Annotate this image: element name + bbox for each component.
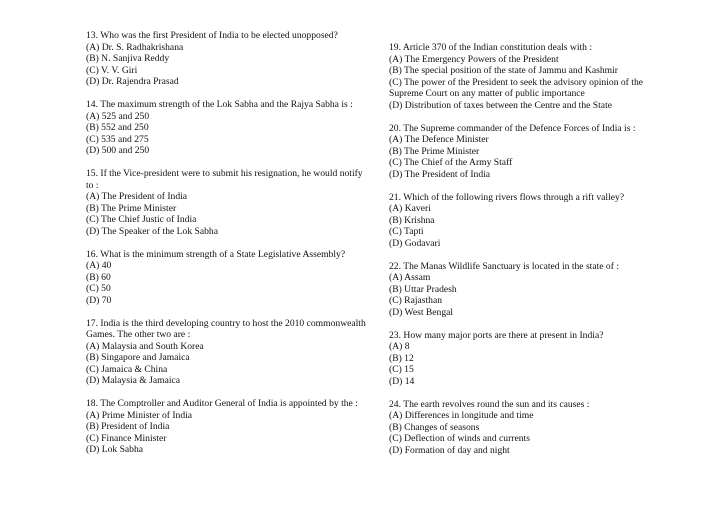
option-b: (B) Singapore and Jamaica bbox=[86, 352, 190, 363]
option-c: (C) Jamaica & China bbox=[86, 363, 168, 375]
question-stem: 24. The earth revolves round the sun and its causes : bbox=[389, 398, 590, 410]
option-d: (D) 70 bbox=[86, 294, 112, 306]
question-stem: 22. The Manas Wildlife Sanctuary is located in the state of : bbox=[389, 260, 619, 272]
option-c: (C) V. V. Giri bbox=[86, 64, 138, 76]
option-c: (C) Finance Minister bbox=[86, 432, 167, 444]
option-d: (D) Malaysia & Jamaica bbox=[86, 375, 181, 386]
option-a: (A) Prime Minister of India bbox=[86, 409, 193, 421]
option-c: (C) 50 bbox=[86, 283, 111, 294]
question-stem: 20. The Supreme commander of the Defence Forces of India is : bbox=[389, 122, 636, 134]
option-d: (D) 14 bbox=[389, 375, 415, 387]
option-a: (A) 40 bbox=[86, 260, 112, 271]
option-b: (B) Krishna bbox=[389, 214, 435, 226]
option-d: (D) West Bengal bbox=[389, 306, 454, 318]
option-b: (B) The special position of the state of Jammu and Kashmir bbox=[389, 65, 618, 76]
option-a: (A) Dr. S. Radhakrishana bbox=[86, 41, 184, 53]
option-b: (B) President of India bbox=[86, 421, 170, 432]
question-20 bbox=[389, 123, 669, 181]
question-stem: 23. How many major ports are there at present in India? bbox=[389, 329, 604, 341]
question-24 bbox=[389, 399, 669, 457]
option-c: (C) 535 and 275 bbox=[86, 133, 149, 145]
option-a: (A) Assam bbox=[389, 272, 431, 283]
option-b: (B) The Prime Minister bbox=[86, 202, 177, 214]
option-b: (B) The Prime Minister bbox=[389, 145, 480, 157]
option-d: (D) Dr. Rajendra Prasad bbox=[86, 76, 179, 87]
question-18 bbox=[86, 398, 366, 456]
option-c: (C) Tapti bbox=[389, 226, 424, 237]
question-17 bbox=[86, 318, 366, 387]
option-a: (A) Malaysia and South Korea bbox=[86, 340, 204, 352]
question-22 bbox=[389, 261, 669, 319]
option-d: (D) Godavari bbox=[389, 237, 441, 249]
option-d: (D) Formation of day and night bbox=[389, 444, 510, 456]
question-stem: 14. The maximum strength of the Lok Sabha and the Rajya Sabha is : bbox=[86, 99, 353, 110]
question-stem: 18. The Comptroller and Auditor General of India is appointed by the : bbox=[86, 398, 358, 409]
question-stem: 15. If the Vice-president were to submit his resignation, he would notify to : bbox=[86, 168, 363, 191]
option-d: (D) The Speaker of the Lok Sabha bbox=[86, 225, 218, 237]
option-a: (A) 525 and 250 bbox=[86, 110, 150, 122]
option-c: (C) Rajasthan bbox=[389, 295, 443, 306]
option-d: (D) The President of India bbox=[389, 168, 491, 180]
option-c: (C) 15 bbox=[389, 364, 414, 375]
option-b: (B) 12 bbox=[389, 352, 414, 364]
question-stem: 17. India is the third developing country to host the 2010 commonwealth Games. The other two are : bbox=[86, 317, 366, 340]
option-c: (C) Deflection of winds and currents bbox=[389, 433, 530, 444]
question-21 bbox=[389, 192, 669, 250]
question-stem: 13. Who was the first President of India to be elected unopposed? bbox=[86, 30, 338, 41]
question-19 bbox=[389, 42, 669, 111]
option-c: (C) The Chief of the Army Staff bbox=[389, 157, 513, 168]
question-13 bbox=[86, 30, 366, 88]
question-23 bbox=[389, 330, 669, 388]
option-b: (B) Uttar Pradesh bbox=[389, 283, 457, 295]
option-a: (A) 8 bbox=[389, 341, 410, 352]
option-b: (B) N. Sanjiva Reddy bbox=[86, 53, 170, 64]
option-d: (D) Lok Sabha bbox=[86, 444, 144, 455]
question-stem: 21. Which of the following rivers flows through a rift valley? bbox=[389, 191, 625, 203]
option-b: (B) Changes of seasons bbox=[389, 421, 480, 433]
option-d: (D) 500 and 250 bbox=[86, 145, 150, 156]
option-a: (A) Kaveri bbox=[389, 203, 431, 214]
right-column bbox=[389, 42, 669, 468]
option-a: (A) Differences in longitude and time bbox=[389, 410, 534, 421]
option-a: (A) The Emergency Powers of the President bbox=[389, 53, 559, 65]
question-stem: 19. Article 370 of the Indian constitution deals with : bbox=[389, 42, 593, 53]
question-stem: 16. What is the minimum strength of a State Legislative Assembly? bbox=[86, 248, 346, 260]
option-b: (B) 552 and 250 bbox=[86, 122, 149, 133]
left-column bbox=[86, 30, 366, 467]
option-c: (C) The Chief Justic of India bbox=[86, 214, 197, 225]
option-c: (C) The power of the President to seek the advisory opinion of the Supreme Court on any matter of public importance bbox=[389, 76, 644, 99]
question-16 bbox=[86, 249, 366, 307]
option-a: (A) The Defence Minister bbox=[389, 134, 489, 145]
question-15 bbox=[86, 168, 366, 237]
question-14 bbox=[86, 99, 366, 157]
option-b: (B) 60 bbox=[86, 271, 111, 283]
option-a: (A) The President of India bbox=[86, 191, 188, 202]
option-d: (D) Distribution of taxes between the Centre and the State bbox=[389, 99, 612, 111]
